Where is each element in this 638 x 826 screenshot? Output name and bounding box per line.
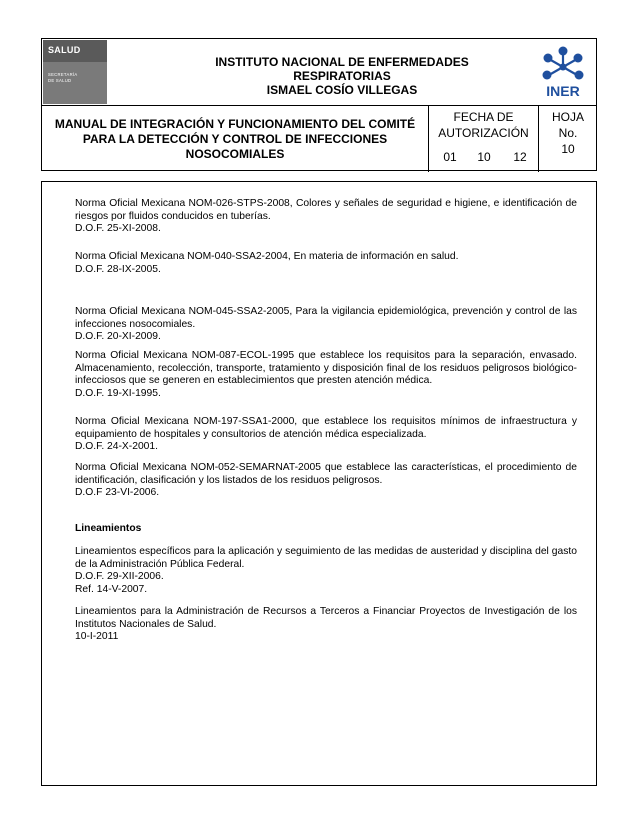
header-top-row — [42, 39, 596, 106]
norm-paragraph: Norma Oficial Mexicana NOM-052-SEMARNAT-2005 que establece las características, el procedimiento de identificación, clasificación y los listados de los residuos peligrosos. D.O.F 23-VI-2006. — [75, 462, 577, 499]
norm-paragraph: Norma Oficial Mexicana NOM-026-STPS-2008, Colores y señales de seguridad e higiene, e identificación de riesgos por fluidos conducidos en tuberías. D.O.F. 25-XI-2008. — [75, 198, 577, 235]
norm-paragraph: Norma Oficial Mexicana NOM-045-SSA2-2005, Para la vigilancia epidemiológica, prevención y control de las infecciones nosocomiales. D.O.F. 20-XI-2009. — [75, 306, 577, 343]
manual-title: MANUAL DE INTEGRACIÓN Y FUNCIONAMIENTO DEL COMITÉ PARA LA DETECCIÓN Y CONTROL DE INFECCIONES NOSOCOMIALES — [42, 106, 429, 172]
salud-logo-word: SALUD — [48, 45, 81, 55]
institute-name: INSTITUTO NACIONAL DE ENFERMEDADES RESPIRATORIAS ISMAEL COSÍO VILLEGAS — [215, 55, 469, 97]
authorization-date-cell — [429, 106, 539, 172]
guideline-paragraph: Lineamientos específicos para la aplicación y seguimiento de las medidas de austeridad y disciplina del gasto de la Administración Pública Federal. D.O.F. 29-XII-2006. Ref. 14-V-2007. — [75, 546, 577, 595]
date-day: 01 — [443, 150, 457, 164]
page-number: 10 — [561, 142, 575, 156]
date-month: 10 — [477, 150, 491, 164]
iner-logo — [535, 45, 591, 101]
salud-logo-subtitle: SECRETARÍA DE SALUD — [48, 72, 78, 83]
page-number-label: HOJA No. — [551, 110, 584, 140]
document-body — [41, 181, 597, 786]
header-bottom-row — [42, 106, 596, 172]
mexico-eagle-seal-icon — [109, 43, 137, 71]
iner-logo-text: INER — [546, 83, 580, 99]
date-year: 12 — [513, 150, 527, 164]
document-header — [41, 38, 597, 171]
guideline-paragraph: Lineamientos para la Administración de Recursos a Terceros a Financiar Proyectos de Investigación de los Institutos Nacionales de Salud. 10-I-2011 — [75, 606, 577, 643]
section-heading: Lineamientos — [75, 523, 142, 534]
authorization-date-label: FECHA DE AUTORIZACIÓN — [438, 110, 529, 140]
page-number-cell — [539, 106, 597, 172]
salud-logo — [43, 40, 107, 104]
norm-paragraph: Norma Oficial Mexicana NOM-197-SSA1-2000, que establece los requisitos mínimos de infraestructura y equipamiento de hospitales y consultorios de atención médica especializada. D.O.F. 24-X-2001. — [75, 416, 577, 453]
norm-paragraph: Norma Oficial Mexicana NOM-087-ECOL-1995 que establece los requisitos para la separación, envasado. Almacenamiento, recolección, transporte, tratamiento y disposición final de los residuos peligrosos biológico-infecciosos que se generen en establecimientos que presten atención médica. D.O.F. 19-XI-1995. — [75, 350, 577, 399]
norm-paragraph: Norma Oficial Mexicana NOM-040-SSA2-2004, En materia de información en salud. D.O.F. 28-IX-2005. — [75, 251, 459, 275]
